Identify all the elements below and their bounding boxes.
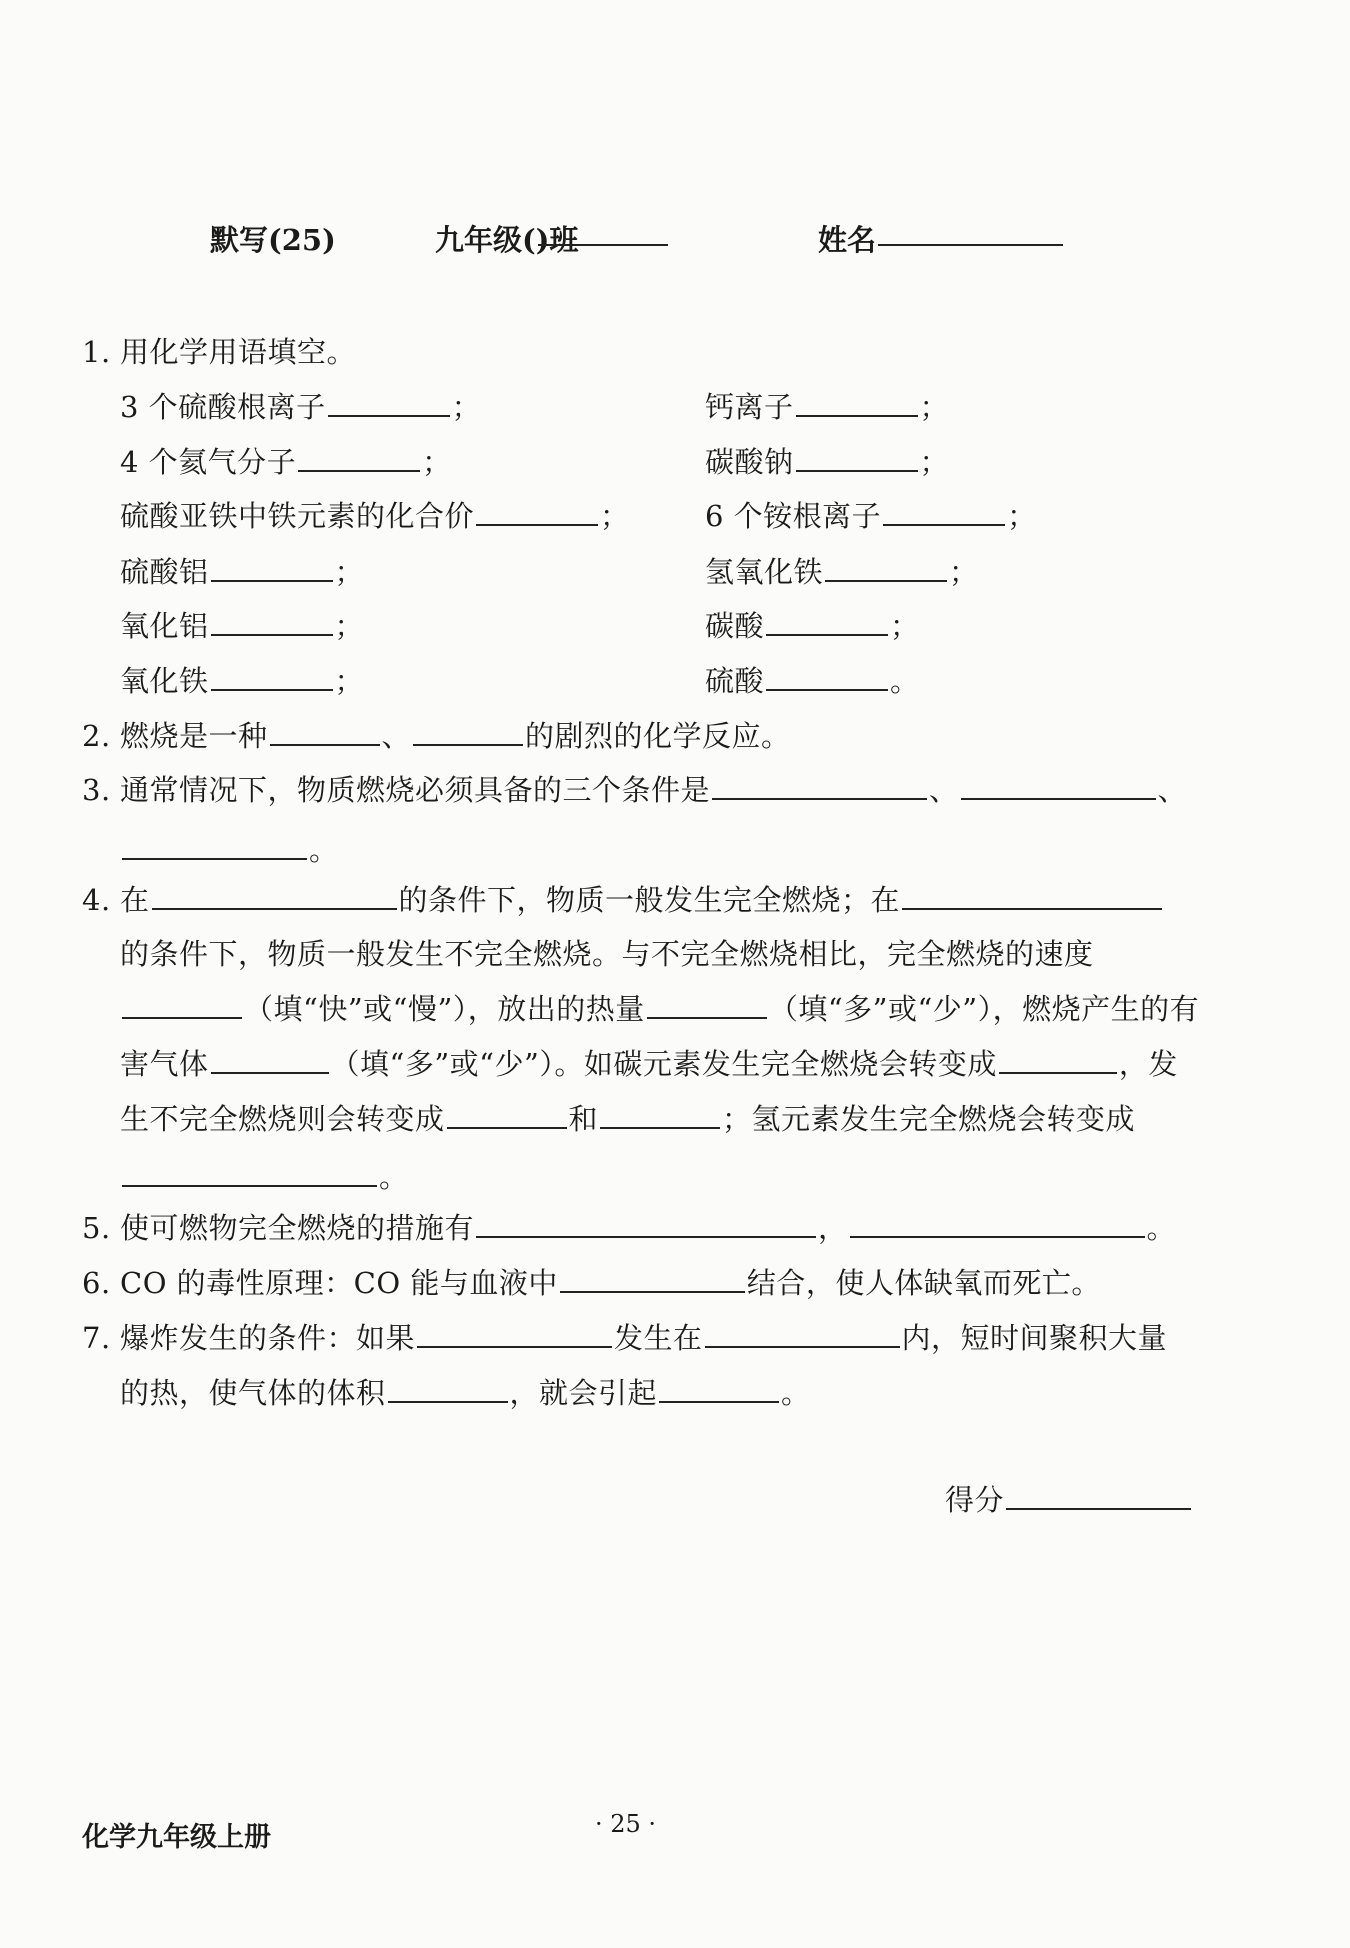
item-end: ； [422,445,452,479]
name-label: 姓名 [818,223,877,257]
answer-blank[interactable] [766,663,888,691]
question-text: 燃烧是一种 [120,719,268,753]
question-text: （填“多”或“少”）。如碳元素发生完全燃烧会转变成 [330,1047,997,1081]
q1-item-left [120,604,364,645]
q1-item-left [120,659,364,700]
item-label: 4 个氦气分子 [120,445,297,479]
question-text: 生不完全燃烧则会转变成 [120,1102,445,1136]
item-label: 硫酸亚铁中铁元素的化合价 [120,499,475,533]
question-number: 4. [82,883,111,917]
question-4-line-5 [120,1097,1135,1138]
question-number: 1. [82,335,111,369]
question-text: 和 [568,1102,599,1136]
q1-item-right [705,604,920,645]
answer-blank[interactable] [902,882,1162,910]
item-end: ； [919,390,950,424]
item-label: 硫酸铝 [120,555,209,589]
class-blank[interactable] [538,218,668,246]
question-3 [82,768,1187,809]
q1-item-right [705,494,1037,535]
answer-blank[interactable] [796,389,918,417]
question-5 [82,1206,1176,1247]
question-text: 害气体 [120,1047,209,1081]
item-end: ； [1007,499,1037,533]
item-end: ； [334,609,365,643]
item-end: ； [890,609,920,643]
question-text: 的热，使气体的体积 [120,1376,386,1410]
question-text: 内，短时间聚积大量 [901,1321,1168,1355]
question-7-line-1 [82,1316,1167,1357]
question-text: （填“快”或“慢”），放出的热量 [244,992,645,1026]
question-number: 2. [82,719,111,753]
q1-item-right [705,385,949,426]
answer-blank[interactable] [476,498,598,526]
item-label: 碳酸 [705,609,765,643]
question-1-stem [82,330,356,371]
question-end: 。 [781,1376,811,1410]
answer-blank[interactable] [122,832,307,860]
q1-item-right [705,659,920,700]
item-label: 6 个铵根离子 [705,499,882,533]
question-4-line-4 [120,1042,1178,1083]
question-number: 5. [82,1211,111,1245]
class-field [435,218,578,259]
answer-blank[interactable] [388,1375,508,1403]
answer-blank[interactable] [447,1101,567,1129]
answer-blank[interactable] [712,772,927,800]
answer-blank[interactable] [825,554,947,582]
answer-blank[interactable] [659,1375,779,1403]
question-text: 用化学用语填空。 [120,335,357,369]
answer-blank[interactable] [270,718,380,746]
item-label: 氧化铝 [120,609,209,643]
question-4-line-3 [120,987,1199,1028]
answer-blank[interactable] [152,882,397,910]
worksheet-header [0,218,1350,268]
question-text: 结合，使人体缺氧而死亡。 [746,1266,1101,1300]
item-end: ； [334,664,365,698]
question-7-line-2 [120,1371,811,1412]
question-4-line-6 [120,1155,409,1196]
answer-blank[interactable] [328,389,450,417]
question-6 [82,1261,1101,1302]
answer-blank[interactable] [999,1046,1117,1074]
q1-item-right [705,440,949,481]
answer-blank[interactable] [122,991,242,1019]
answer-blank[interactable] [705,1320,900,1348]
separator: 、 [929,773,959,807]
question-end: 。 [379,1160,409,1194]
separator: 、 [381,719,412,753]
answer-blank[interactable] [122,1159,377,1187]
separator: 、 [1157,773,1188,807]
grade-suffix: )班 [535,223,579,257]
question-text: （填“多”或“少”），燃烧产生的有 [768,992,1200,1026]
answer-blank[interactable] [211,608,333,636]
item-end: ； [334,555,365,589]
answer-blank[interactable] [298,444,420,472]
separator: ， [818,1211,848,1245]
item-label: 氧化铁 [120,664,209,698]
question-number: 7. [82,1321,111,1355]
item-end: ； [919,445,950,479]
name-blank[interactable] [878,218,1063,246]
question-end: 。 [309,833,339,867]
question-text: ，发 [1118,1047,1178,1081]
q1-item-left [120,385,481,426]
question-text: 爆炸发生的条件：如果 [120,1321,416,1355]
q1-item-right [705,550,979,591]
answer-blank[interactable] [211,1046,329,1074]
worksheet-title: 默写(25) [210,223,336,257]
answer-blank[interactable] [961,772,1156,800]
score-blank[interactable] [1006,1482,1191,1510]
question-text: 使可燃物完全燃烧的措施有 [120,1211,475,1245]
book-title: 化学九年级上册 [82,1822,271,1853]
answer-blank[interactable] [796,444,918,472]
answer-blank[interactable] [560,1265,745,1293]
q1-item-left [120,550,364,591]
question-number: 3. [82,773,111,807]
question-end: 。 [1146,1211,1177,1245]
answer-blank[interactable] [883,498,1005,526]
answer-blank[interactable] [766,608,888,636]
score-label: 得分 [945,1483,1005,1517]
question-text: ；氢元素发生完全燃烧会转变成 [722,1102,1136,1136]
question-text: ，就会引起 [509,1376,658,1410]
answer-blank[interactable] [211,554,333,582]
question-text: 的条件下，物质一般发生完全燃烧；在 [398,883,901,917]
question-text: 在 [120,883,150,917]
question-2 [82,714,791,755]
item-label: 氢氧化铁 [705,555,824,589]
question-4-line-1 [82,878,1164,919]
answer-blank[interactable] [413,718,523,746]
question-text: 发生在 [614,1321,703,1355]
item-label: 碳酸钠 [705,445,794,479]
score-field [945,1478,1193,1519]
name-field [818,218,876,259]
grade-prefix: 九年级( [435,223,536,257]
answer-blank[interactable] [211,663,333,691]
question-number: 6. [82,1266,111,1300]
question-text: 的条件下，物质一般发生不完全燃烧。与不完全燃烧相比，完全燃烧的速度 [120,937,1094,971]
answer-blank[interactable] [417,1320,612,1348]
question-text: 的剧烈的化学反应。 [525,719,791,753]
question-4-line-2 [120,932,1094,973]
page-number: · 25 · [595,1810,657,1838]
answer-blank[interactable] [476,1210,816,1238]
q1-item-left [120,440,452,481]
question-text: CO 的毒性原理：CO 能与血液中 [120,1266,558,1300]
item-end: ； [451,390,482,424]
item-label: 钙离子 [705,390,794,424]
item-end: ； [949,555,979,589]
q1-item-left [120,494,630,535]
item-label: 硫酸 [705,664,765,698]
question-3-cont [120,828,339,869]
item-end: ； [600,499,630,533]
item-end: 。 [890,664,920,698]
question-text: 通常情况下，物质燃烧必须具备的三个条件是 [120,773,711,807]
answer-blank[interactable] [600,1101,720,1129]
item-label: 3 个硫酸根离子 [120,390,326,424]
answer-blank[interactable] [850,1210,1145,1238]
answer-blank[interactable] [647,991,767,1019]
